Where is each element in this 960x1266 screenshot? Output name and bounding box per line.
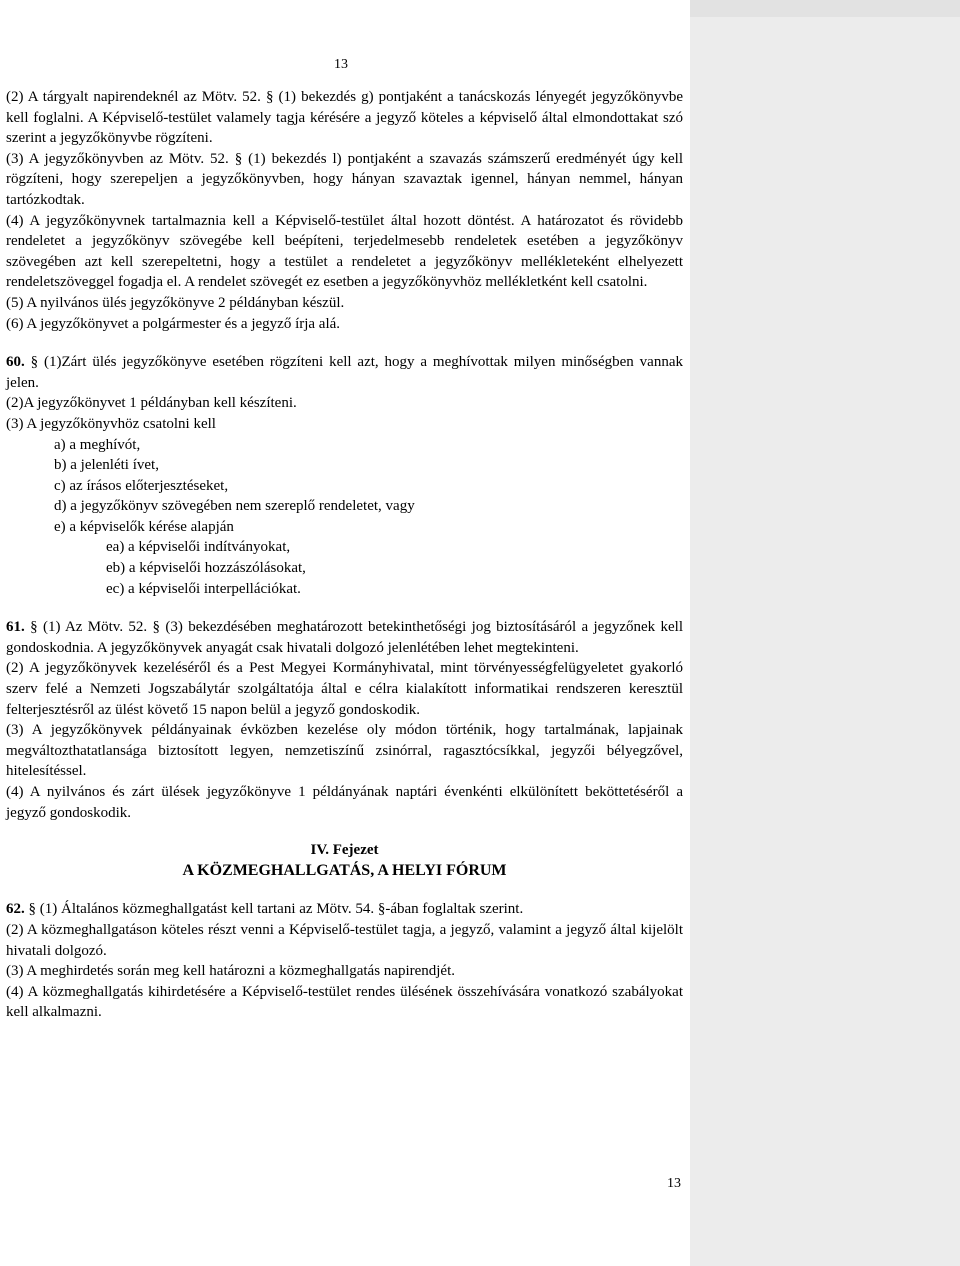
paragraph-text: § (1) Az Mötv. 52. § (3) bekezdésében meghatározott betekinthetőségi jog biztosításáról a jegyzőnek kell gondoskodnia. A jegyzőkönyvek anyagát csak hivatali dolgozó jelenlétében lehet megtekinteni. [6, 619, 683, 656]
sub-list-item: ec) a képviselői interpellációkat. [106, 580, 301, 597]
sub-list-item: ea) a képviselői indítványokat, [106, 539, 291, 556]
paragraph: (4) A nyilvános és zárt ülések jegyzőkönyve 1 példányának naptári évenkénti elkülönített beköttetéséről a jegyző gondoskodik. [6, 784, 683, 821]
section-60-paragraph [6, 352, 683, 393]
paragraph: (5) A nyilvános ülés jegyzőkönyve 2 példányban készül. [6, 294, 345, 311]
paragraph: (2) A tárgyalt napirendeknél az Mötv. 52. § (1) bekezdés g) pontjaként a tanácskozás lényegét jegyzőkönyvbe kell foglalni. A Képviselő-testület valamely tagja kérésére a jegyző köteles a képviselő által elmondottakat szó szerint a jegyzőkönyvbe rögzíteni. [6, 89, 683, 147]
paragraph-text: § (1) Általános közmeghallgatást kell tartani az Mötv. 54. §-ában foglaltak szerint. [24, 901, 524, 918]
paragraph: (3) A jegyzőkönyvek példányainak évközben kezelése oly módon történik, hogy tartalmának, lapjainak megváltozthatatlansága biztosított legyen, nemzetiszínű zsinórral, ragasztócsíkkal, jegyzői bélyegzővel, hitelesítéssel. [6, 722, 683, 780]
paragraph: (4) A jegyzőkönyvnek tartalmaznia kell a Képviselő-testület által hozott döntést. A határozatot és rövidebb rendeletet a jegyzőkönyv szövegébe kell beépíteni, terjedelmesebb rendeletek esetében a jegyzőkönyv szövegében azt kell szerepeltetni, hogy a testület a rendeletet a jegyzőkönyv mellékleteként elhelyezett rendeletszöveggel fogadja el. A rendelet szövegét ez esetben a jegyzőkönyvhöz mellékletként kell csatolni. [6, 212, 683, 291]
section-62-paragraph [6, 899, 683, 920]
paragraph: (3) A jegyzőkönyvhöz csatolni kell [6, 415, 216, 432]
paragraph: (2) A jegyzőkönyvek kezeléséről és a Pest Megyei Kormányhivatal, mint törvényességfelügyeletet gyakorló szerv felé a Nemzeti Jogszabálytár szolgáltatója által e célra kialakított informatikai rendszeren keresztül felterjesztésről az ülést követő 15 napon belül a jegyző gondoskodik. [6, 660, 683, 718]
chapter-label: IV. Fejezet [310, 842, 379, 859]
comment-margin [690, 0, 960, 1266]
sub-list-item: eb) a képviselői hozzászólásokat, [106, 560, 306, 577]
section-number: 61. [6, 619, 25, 636]
list-item: a) a meghívót, [54, 436, 141, 453]
paragraph: (3) A meghirdetés során meg kell határozni a közmeghallgatás napirendjét. [6, 963, 456, 980]
page-number-bottom: 13 [667, 1176, 681, 1191]
section-number: 62. [6, 901, 25, 918]
section-number: 60. [6, 354, 25, 371]
chapter-title: A KÖZMEGHALLGATÁS, A HELYI FÓRUM [182, 861, 507, 879]
document-body [6, 87, 683, 1023]
paragraph-text: § (1)Zárt ülés jegyzőkönyve esetében rögzíteni kell azt, hogy a meghívottak milyen minőségben vannak jelen. [6, 354, 683, 391]
paragraph: (2)A jegyzőkönyvet 1 példányban kell készíteni. [6, 395, 297, 412]
list-item: d) a jegyzőkönyv szövegében nem szereplő rendeletet, vagy [54, 498, 415, 515]
comment-margin-header [690, 0, 960, 17]
list-item: b) a jelenléti ívet, [54, 457, 159, 474]
section-61-paragraph [6, 617, 683, 658]
list-item: c) az írásos előterjesztéseket, [54, 477, 229, 494]
paragraph: (4) A közmeghallgatás kihirdetésére a Képviselő-testület rendes ülésének összehívására vonatkozó szabályokat kell alkalmazni. [6, 983, 683, 1021]
paragraph: (6) A jegyzőkönyvet a polgármester és a jegyző írja alá. [6, 315, 341, 332]
list-item: e) a képviselők kérése alapján [54, 518, 234, 535]
paragraph: (2) A közmeghallgatáson köteles részt venni a Képviselő-testület tagja, a jegyző, valamint a jegyző által kijelölt hivatali dolgozó. [6, 921, 683, 959]
paragraph: (3) A jegyzőkönyvben az Mötv. 52. § (1) bekezdés l) pontjaként a szavazás számszerű eredményét úgy kell rögzíteni, hogy szerepeljen a jegyzőkönyvben, hogy hányan szavaztak igennel, hányan nemmel, hányan tartózkodtak. [6, 150, 683, 208]
page-number-top: 13 [334, 57, 348, 72]
